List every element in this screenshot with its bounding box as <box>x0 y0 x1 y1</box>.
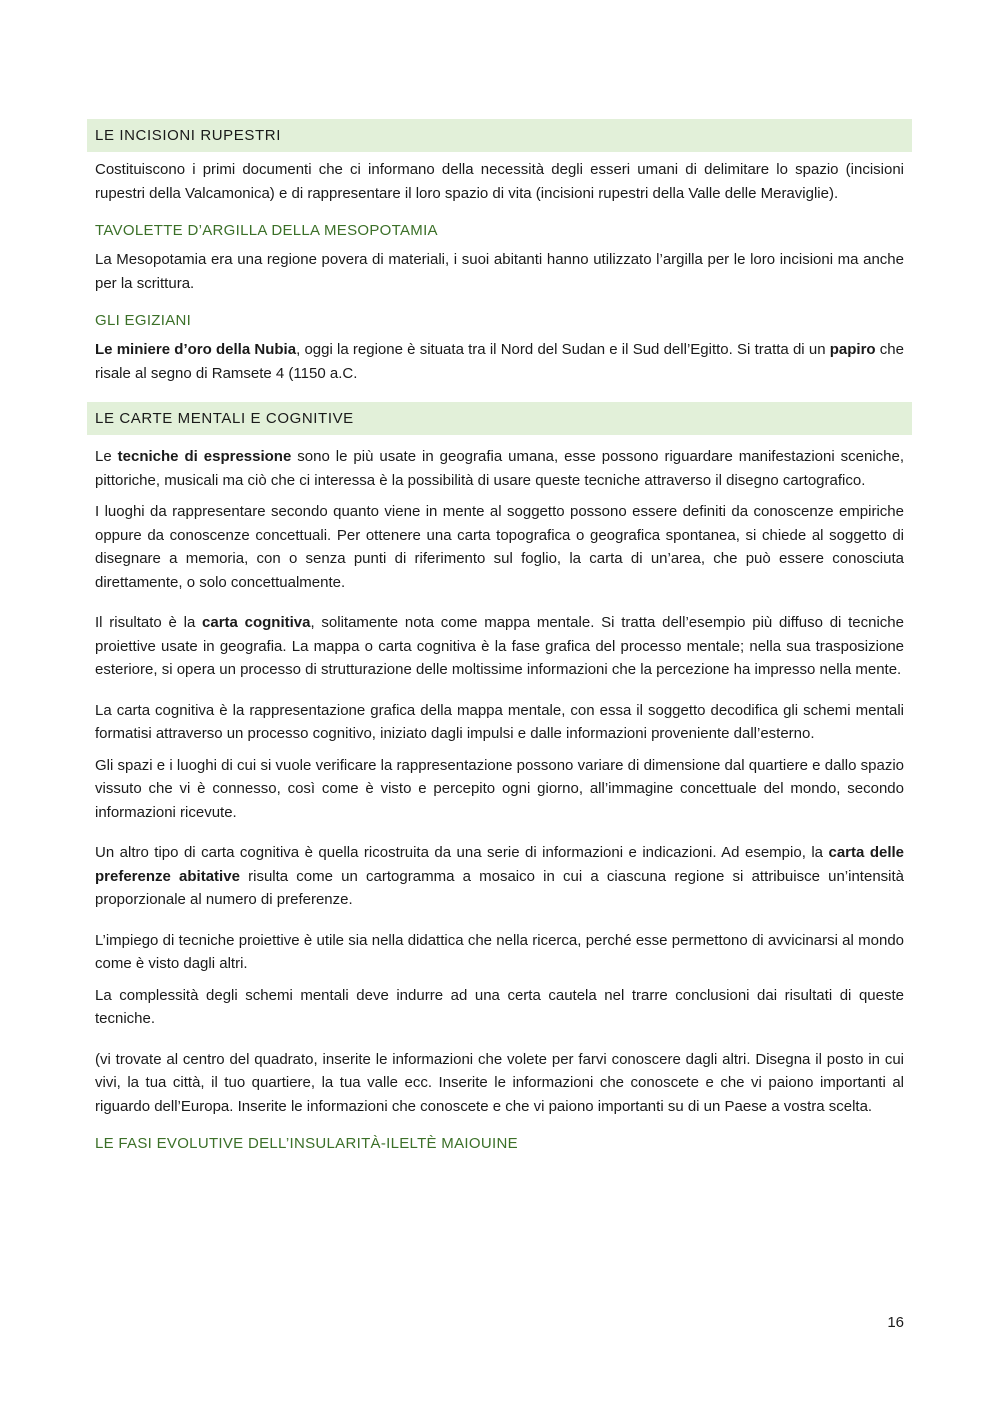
paragraph-egiziani <box>87 338 912 385</box>
subheading-tavolette: TAVOLETTE D’ARGILLA DELLA MESOPOTAMIA <box>95 222 438 239</box>
paragraph-mesopotamia: La Mesopotamia era una regione povera di materiali, i suoi abitanti hanno utilizzato l’argilla per le loro incisioni ma anche per la scrittura. <box>95 251 904 292</box>
text-risultato-1: Il risultato è la <box>95 614 203 631</box>
paragraph-incisioni: Costituiscono i primi documenti che ci informano della necessità degli esseri umani di delimitare lo spazio (incisioni rupestri della Valcamonica) e di rappresentare il loro spazio di vita (incisioni rupestri della Valle delle Meraviglie). <box>95 161 904 202</box>
bold-miniere: Le miniere d’oro della Nubia <box>95 341 297 358</box>
subheading-fasi-evolutive: LE FASI EVOLUTIVE DELL’INSULARITÀ-ILELTÈ MAIOUINE <box>95 1135 518 1152</box>
paragraph-tecniche <box>87 445 912 492</box>
text-egiziani-1: , oggi la regione è situata tra il Nord del Sudan e il Sud dell’Egitto. Si tratta di un <box>296 341 830 358</box>
paragraph-spazi: Gli spazi e i luoghi di cui si vuole verificare la rappresentazione possono variare di dimensione dal quartiere e dallo spazio vissuto che vi è connesso, così come è visto e percepito ogni giorno, all’immagine concettuale del mondo, secondo informazioni ricevute. <box>95 756 904 821</box>
paragraph-complessita: La complessità degli schemi mentali deve indurre ad una certa cautela nel trarre conclusioni dai risultati di queste tecniche. <box>95 986 904 1027</box>
text-risultato-2: , solitamente nota come mappa mentale. Si tratta dell’esempio più diffuso di tecniche proiettive usate in geografia. La mappa o carta cognitiva è la fase grafica del processo mentale; nella sua trasposizione esteriore, si opera un processo di strutturazione delle moltissime informazioni che la percezione ha impresso nella mente. <box>95 614 904 678</box>
bold-preferenze: carta delle preferenze abitative <box>95 844 904 885</box>
bold-carta-cognitiva: carta cognitiva <box>202 614 311 631</box>
text-altro-tipo-2: risulta come un cartogramma a mosaico in cui a ciascuna regione si attribuisce un’intensità proporzionale al numero di preferenze. <box>95 867 905 908</box>
paragraph-risultato <box>87 611 912 682</box>
paragraph-esercizio: (vi trovate al centro del quadrato, inserite le informazioni che volete per farvi conoscere dagli altri. Disegna il posto in cui vivi, la tua città, il tuo quartiere, la tua valle ecc. Inserite le informazioni che conoscete e che vi paiono importanti al riguardo dell’Europa. Inserite le informazioni che conoscete e che vi paiono importanti su di un Paese a vostra scelta. <box>95 1050 904 1115</box>
page-content <box>87 119 912 1152</box>
text-tecniche-2: sono le più usate in geografia umana, esse possono riguardare manifestazioni sceniche, pittoriche, musicali ma ciò che ci interessa è la possibilità di usare queste tecniche attraverso il disegno cartografico. <box>95 448 904 489</box>
bold-tecniche: tecniche di espressione <box>117 448 292 465</box>
page-number: 16 <box>887 1314 904 1331</box>
paragraph-altro-tipo <box>87 841 912 912</box>
subheading-egiziani: GLI EGIZIANI <box>95 312 192 329</box>
paragraph-impiego: L’impiego di tecniche proiettive è utile sia nella didattica che nella ricerca, perché esse permettono di avvicinarsi al mondo come è visto dagli altri. <box>95 931 904 972</box>
section-heading-carte-mentali: LE CARTE MENTALI E COGNITIVE <box>87 402 912 435</box>
text-tecniche-1: Le <box>95 448 118 465</box>
bold-papiro: papiro <box>829 341 876 358</box>
text-egiziani-2: che risale al segno di Ramsete 4 (1150 a.C. <box>95 341 904 382</box>
text-altro-tipo-1: Un altro tipo di carta cognitiva è quella ricostruita da una serie di informazioni e indicazioni. Ad esempio, la <box>95 844 829 861</box>
paragraph-carta-cognitiva: La carta cognitiva è la rappresentazione grafica della mappa mentale, con essa il soggetto decodifica gli schemi mentali formatisi attraverso un processo cognitivo, iniziato dagli impulsi e dalle informazioni proveniente dall’esterno. <box>95 701 904 742</box>
section-heading-incisioni-rupestri: LE INCISIONI RUPESTRI <box>87 119 912 152</box>
paragraph-luoghi: I luoghi da rappresentare secondo quanto viene in mente al soggetto possono essere definiti da conoscenze empiriche oppure da conoscenze concettuali. Per ottenere una carta topografica o geografica spontanea, si chiede al soggetto di disegnare a memoria, con o senza punti di riferimento sul foglio, la carta di un’area, che può essere conosciuta direttamente, o solo concettualmente. <box>95 503 904 591</box>
